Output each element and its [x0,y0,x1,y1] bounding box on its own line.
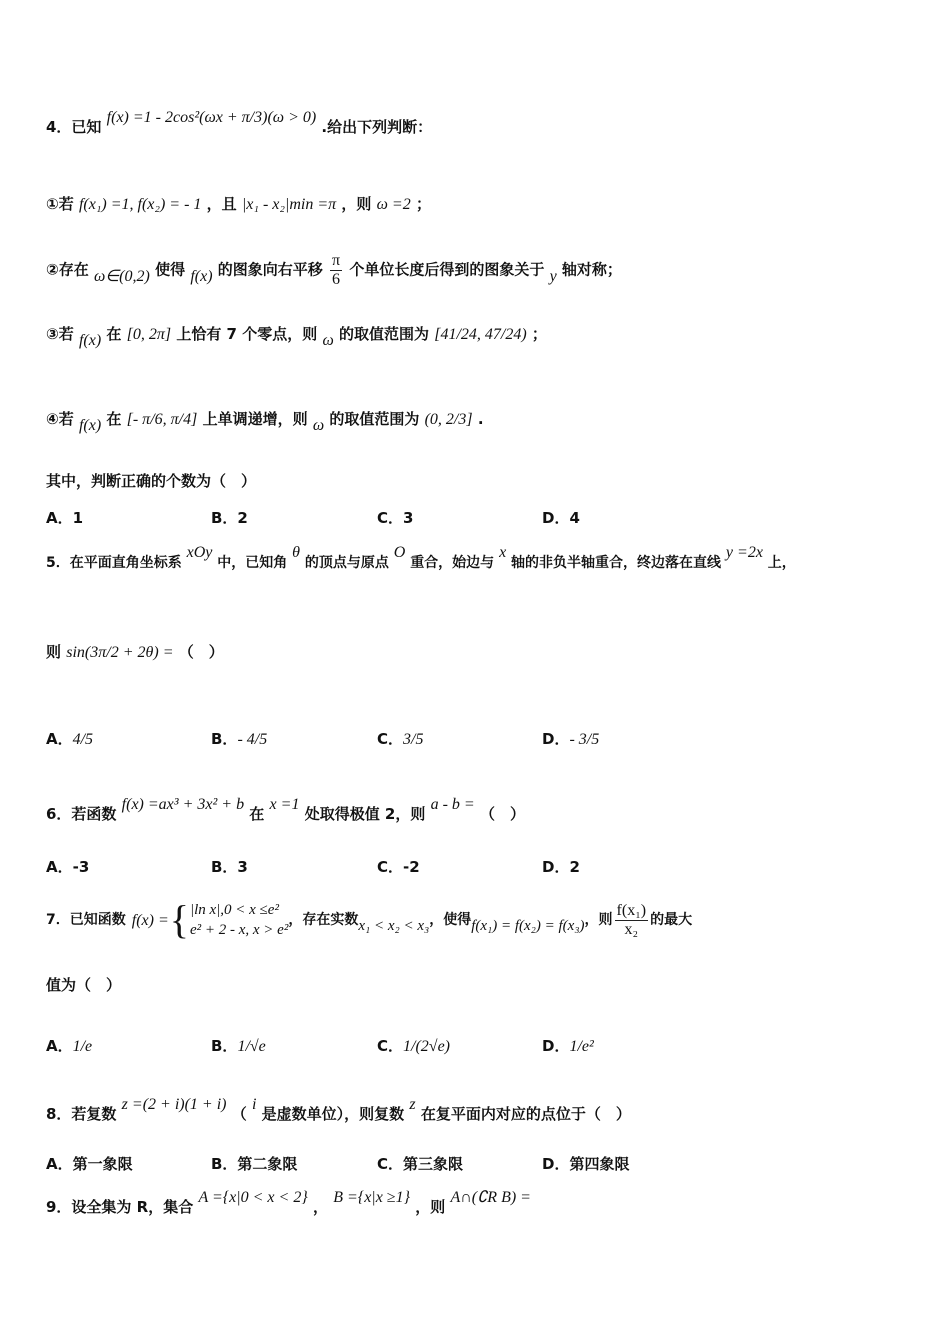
q4-s3-range: [41/24, 47/24) [434,326,527,343]
q7-frac-den: x₂ [624,920,639,938]
q9-formula-result: A∩(∁R B) = [450,1189,531,1206]
q5-stem-d: 重合，始边与 [410,555,495,571]
q9-stem-a: 9．设全集为 R，集合 [46,1198,194,1216]
q4-s3-formula2: ω [322,332,334,349]
q8-stem [46,1096,920,1124]
q6-formula-function: f(x) =ax³ + 3x² + b [121,796,245,813]
q7-frac-num: f(x₁) [616,902,647,920]
q4-s2-fraction [330,252,342,288]
q6-option-a[interactable]: A．-3 [46,858,90,876]
q8-option-c[interactable]: C．第三象限 [377,1155,464,1173]
q4-s4-text3: 的取值范围为 [329,410,420,428]
q4-s3-text1: 在 [106,325,122,343]
q4-s2-frac-den: 6 [332,270,341,288]
q7-case-1: |ln x|,0 < x ≤e² [189,902,279,918]
q6-option-b[interactable]: B．3 [211,858,248,876]
q7-fraction [615,902,649,938]
q7-option-a[interactable] [46,1035,92,1056]
q4-s1-formula3: ω =2 [376,196,411,213]
q8-stem-a: 8．若复数 [46,1105,117,1123]
q5-stem [46,544,920,572]
q6-stem-c: 处取得极值 2，则 [304,805,426,823]
q7-cases [190,900,288,941]
q4-stem-suffix: .给出下列判断： [321,118,433,136]
q4-s2-formula2: f(x) [190,267,213,285]
q7-case-2: e² + 2 - x, x > e² [189,922,289,939]
q5-option-c[interactable] [377,728,423,749]
q5-stem-line2 [46,643,920,662]
q8-stem-b: （ [231,1105,247,1123]
q8-option-a[interactable]: A．第一象限 [46,1155,133,1173]
q4-stem [46,109,920,137]
q8-stem-c: 是虚数单位），则复数 [261,1105,405,1123]
q8-option-d[interactable]: D．第四象限 [542,1155,630,1173]
q4-statement-3 [46,325,920,349]
q5-stem-c: 的顶点与原点 [304,555,389,571]
q4-option-d[interactable]: D．4 [542,509,580,527]
q7-option-c-value: 1/(2√e) [403,1038,450,1055]
q4-s1-formula1: f(x₁) =1, f(x₂) = - 1 [78,196,202,213]
q7-stem-b: ，存在实数 [288,911,359,928]
q7-formula-lhs: f(x) = [131,911,169,929]
q7-option-b[interactable] [211,1035,266,1056]
q4-s3-interval: [0, 2π] [126,326,172,343]
q5-option-b[interactable] [211,728,267,749]
q9-stem [46,1189,920,1217]
q7-stem-c: ，使得 [429,911,472,928]
q6-formula-a-b: a - b = [430,796,475,813]
q8-stem-d: 在复平面内对应的点位于（ ） [420,1105,631,1123]
q5-stem-f: 上， [767,555,796,571]
q5-option-a-label: A． [46,730,73,748]
q4-s2-marker: ②存在 [46,260,89,279]
q4-stem-prefix: 4．已知 [46,118,102,136]
q4-option-a[interactable]: A．1 [46,509,84,527]
q4-s1-marker: ①若 [46,195,74,213]
q5-formula-xoy: xOy [186,544,213,561]
q4-s3-end: ； [531,325,547,343]
q8-formula-z2: z [409,1096,416,1113]
q5-option-a-value: 4/5 [72,731,94,748]
q4-s2-frac-num: π [332,252,341,269]
q6-stem-b: 在 [249,805,265,823]
q4-formula: f(x) =1 - 2cos²(ωx + π/3)(ω > 0) [106,109,317,126]
q6-stem-d: （ ） [479,805,525,823]
q4-s4-end: . [477,410,484,428]
q4-s4-formula1: f(x) [78,417,102,434]
q9-formula-b: B ={x|x ≥1} [333,1189,410,1206]
q7-option-b-label: B． [211,1037,238,1055]
q5-line2-formula: sin(3π/2 + 2θ) = [66,644,174,661]
q4-option-b[interactable]: B．2 [211,509,248,527]
q4-s4-text1: 在 [106,410,122,428]
q7-option-d-value: 1/e² [569,1038,594,1055]
q7-stem-d: ，则 [584,911,613,928]
q7-option-d[interactable] [542,1035,594,1056]
q5-option-c-label: C． [377,730,404,748]
q6-formula-x1: x =1 [269,796,300,813]
q7-stem [46,897,920,943]
q8-formula-i: i [251,1096,257,1113]
q4-s3-formula1: f(x) [78,332,102,349]
q5-formula-x: x [499,544,507,561]
q8-option-b[interactable]: B．第二象限 [211,1155,298,1173]
q4-s3-text3: 的取值范围为 [338,325,429,343]
q4-s2-formula3: y [549,267,557,285]
q4-question: 其中，判断正确的个数为（ ） [46,472,257,490]
q7-option-a-label: A． [46,1037,73,1055]
q6-stem-a: 6．若函数 [46,805,117,823]
q7-stem-line2: 值为（ ） [46,976,122,994]
q4-s4-marker: ④若 [46,410,74,428]
q5-line2-a: 则 [46,643,62,661]
q5-line2-b: （ ） [178,643,224,661]
q7-formula-equal: f(x₁) = f(x₂) = f(x₃) [471,918,585,935]
q5-stem-e: 轴的非负半轴重合，终边落在直线 [511,555,722,571]
q4-s1-formula2: |x₁ - x₂|min =π [241,196,337,213]
q4-s1-mid2: ，则 [341,195,372,213]
q5-formula-o: O [393,544,406,561]
q7-option-c[interactable] [377,1035,450,1056]
q8-formula-z: z =(2 + i)(1 + i) [121,1096,227,1113]
q4-statement-4 [46,410,920,434]
q6-option-d[interactable]: D．2 [542,858,580,876]
q6-stem [46,796,920,824]
q7-stem-a: 7．已知函数 [46,911,126,928]
q4-s3-text2: 上恰有 7 个零点，则 [176,325,318,343]
q6-option-c[interactable]: C．-2 [377,858,420,876]
q4-s2-text3: 个单位长度后得到的图象关于 [349,260,545,279]
q5-formula-theta: θ [292,544,300,561]
q5-stem-b: 中，已知角 [217,555,288,571]
q9-formula-a: A ={x|0 < x < 2} [198,1189,308,1206]
q4-s2-text4: 轴对称； [561,260,622,279]
q4-s1-end: ； [415,195,431,213]
q4-s4-text2: 上单调递增，则 [202,410,308,428]
q5-option-d[interactable] [542,728,599,749]
q4-s2-text2: 的图象向右平移 [217,260,323,279]
q4-s1-mid: ，且 [206,195,237,213]
q7-option-c-label: C． [377,1037,404,1055]
q7-stem-e: 的最大 [650,911,693,928]
q4-s4-formula2: ω [312,417,325,434]
q4-option-c[interactable]: C．3 [377,509,414,527]
q4-s2-formula1: ω∈(0,2) [93,267,150,285]
q5-option-d-label: D． [542,730,570,748]
q4-s2-text1: 使得 [155,260,186,279]
q5-option-d-value: - 3/5 [569,731,600,748]
q7-formula-order: x₁ < x₂ < x₃ [358,918,430,935]
q5-formula-line: y =2x [725,544,763,561]
q9-stem-c: ，则 [415,1198,446,1216]
q5-option-c-value: 3/5 [403,731,424,748]
q9-stem-b: ， [312,1198,328,1216]
q4-statement-1 [46,195,920,214]
q7-brace: { [169,897,189,943]
q4-s4-interval: [- π/6, π/4] [126,411,198,428]
q4-s3-marker: ③若 [46,325,74,343]
q5-option-a[interactable] [46,728,93,749]
q4-s4-range: (0, 2/3] [424,411,473,428]
q5-option-b-label: B． [211,730,238,748]
q7-option-b-value: 1/√e [237,1038,266,1055]
q5-option-b-value: - 4/5 [237,731,268,748]
q7-option-a-value: 1/e [72,1038,93,1055]
q4-statement-2 [46,252,920,288]
q7-option-d-label: D． [542,1037,570,1055]
q5-stem-a: 5．在平面直角坐标系 [46,555,182,571]
